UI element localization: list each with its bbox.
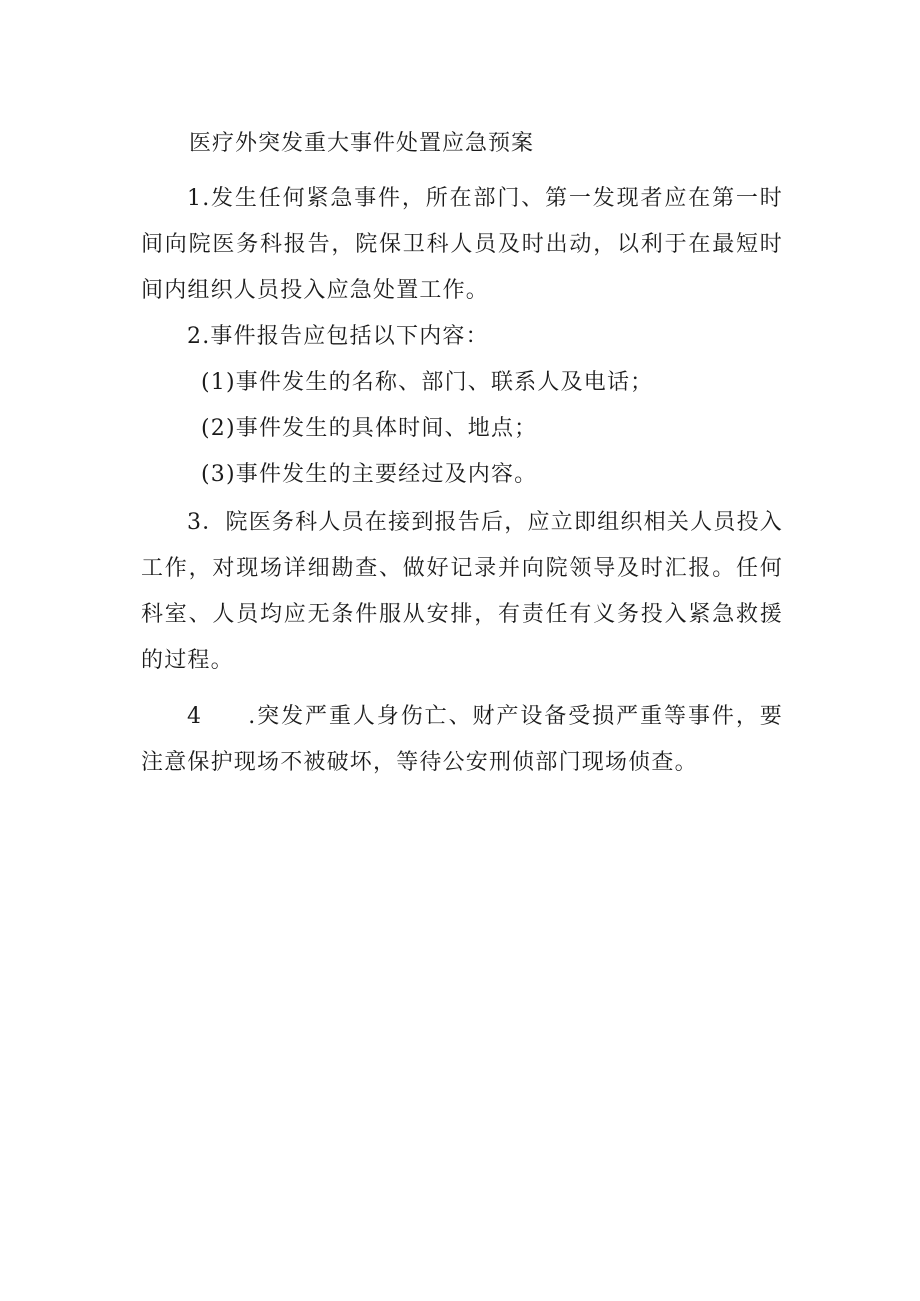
paragraph-item-1: 1.发生任何紧急事件，所在部门、第一发现者应在第一时间向院医务科报告，院保卫科人员及时出动，以利于在最短时间内组织人员投入应急处置工作。 [141, 186, 783, 303]
paragraph-item-2: 2.事件报告应包括以下内容： [187, 324, 489, 349]
sub-item-2: (2)事件发生的具体时间、地点； [201, 416, 538, 441]
paragraph-item-3: 3．院医务科人员在接到报告后，应立即组织相关人员投入工作，对现场详细勘查、做好记录并向院领导及时汇报。任何科室、人员均应无条件服从安排，有责任有义务投入紧急救援的过程。 [141, 510, 783, 673]
item-4-text: .突发严重人身伤亡、财产设备受损严重等事件，要注意保护现场不被破坏，等待公安刑侦部门现场侦查。 [141, 704, 783, 775]
sub-item-1: (1)事件发生的名称、部门、联系人及电话； [201, 370, 654, 395]
document-body [141, 128, 783, 786]
document-title: 医疗外突发重大事件处置应急预案 [189, 131, 535, 156]
sub-item-3: (3)事件发生的主要经过及内容。 [201, 462, 538, 487]
paragraph-item-4 [141, 694, 783, 786]
item-4-number: 4 [187, 704, 203, 729]
